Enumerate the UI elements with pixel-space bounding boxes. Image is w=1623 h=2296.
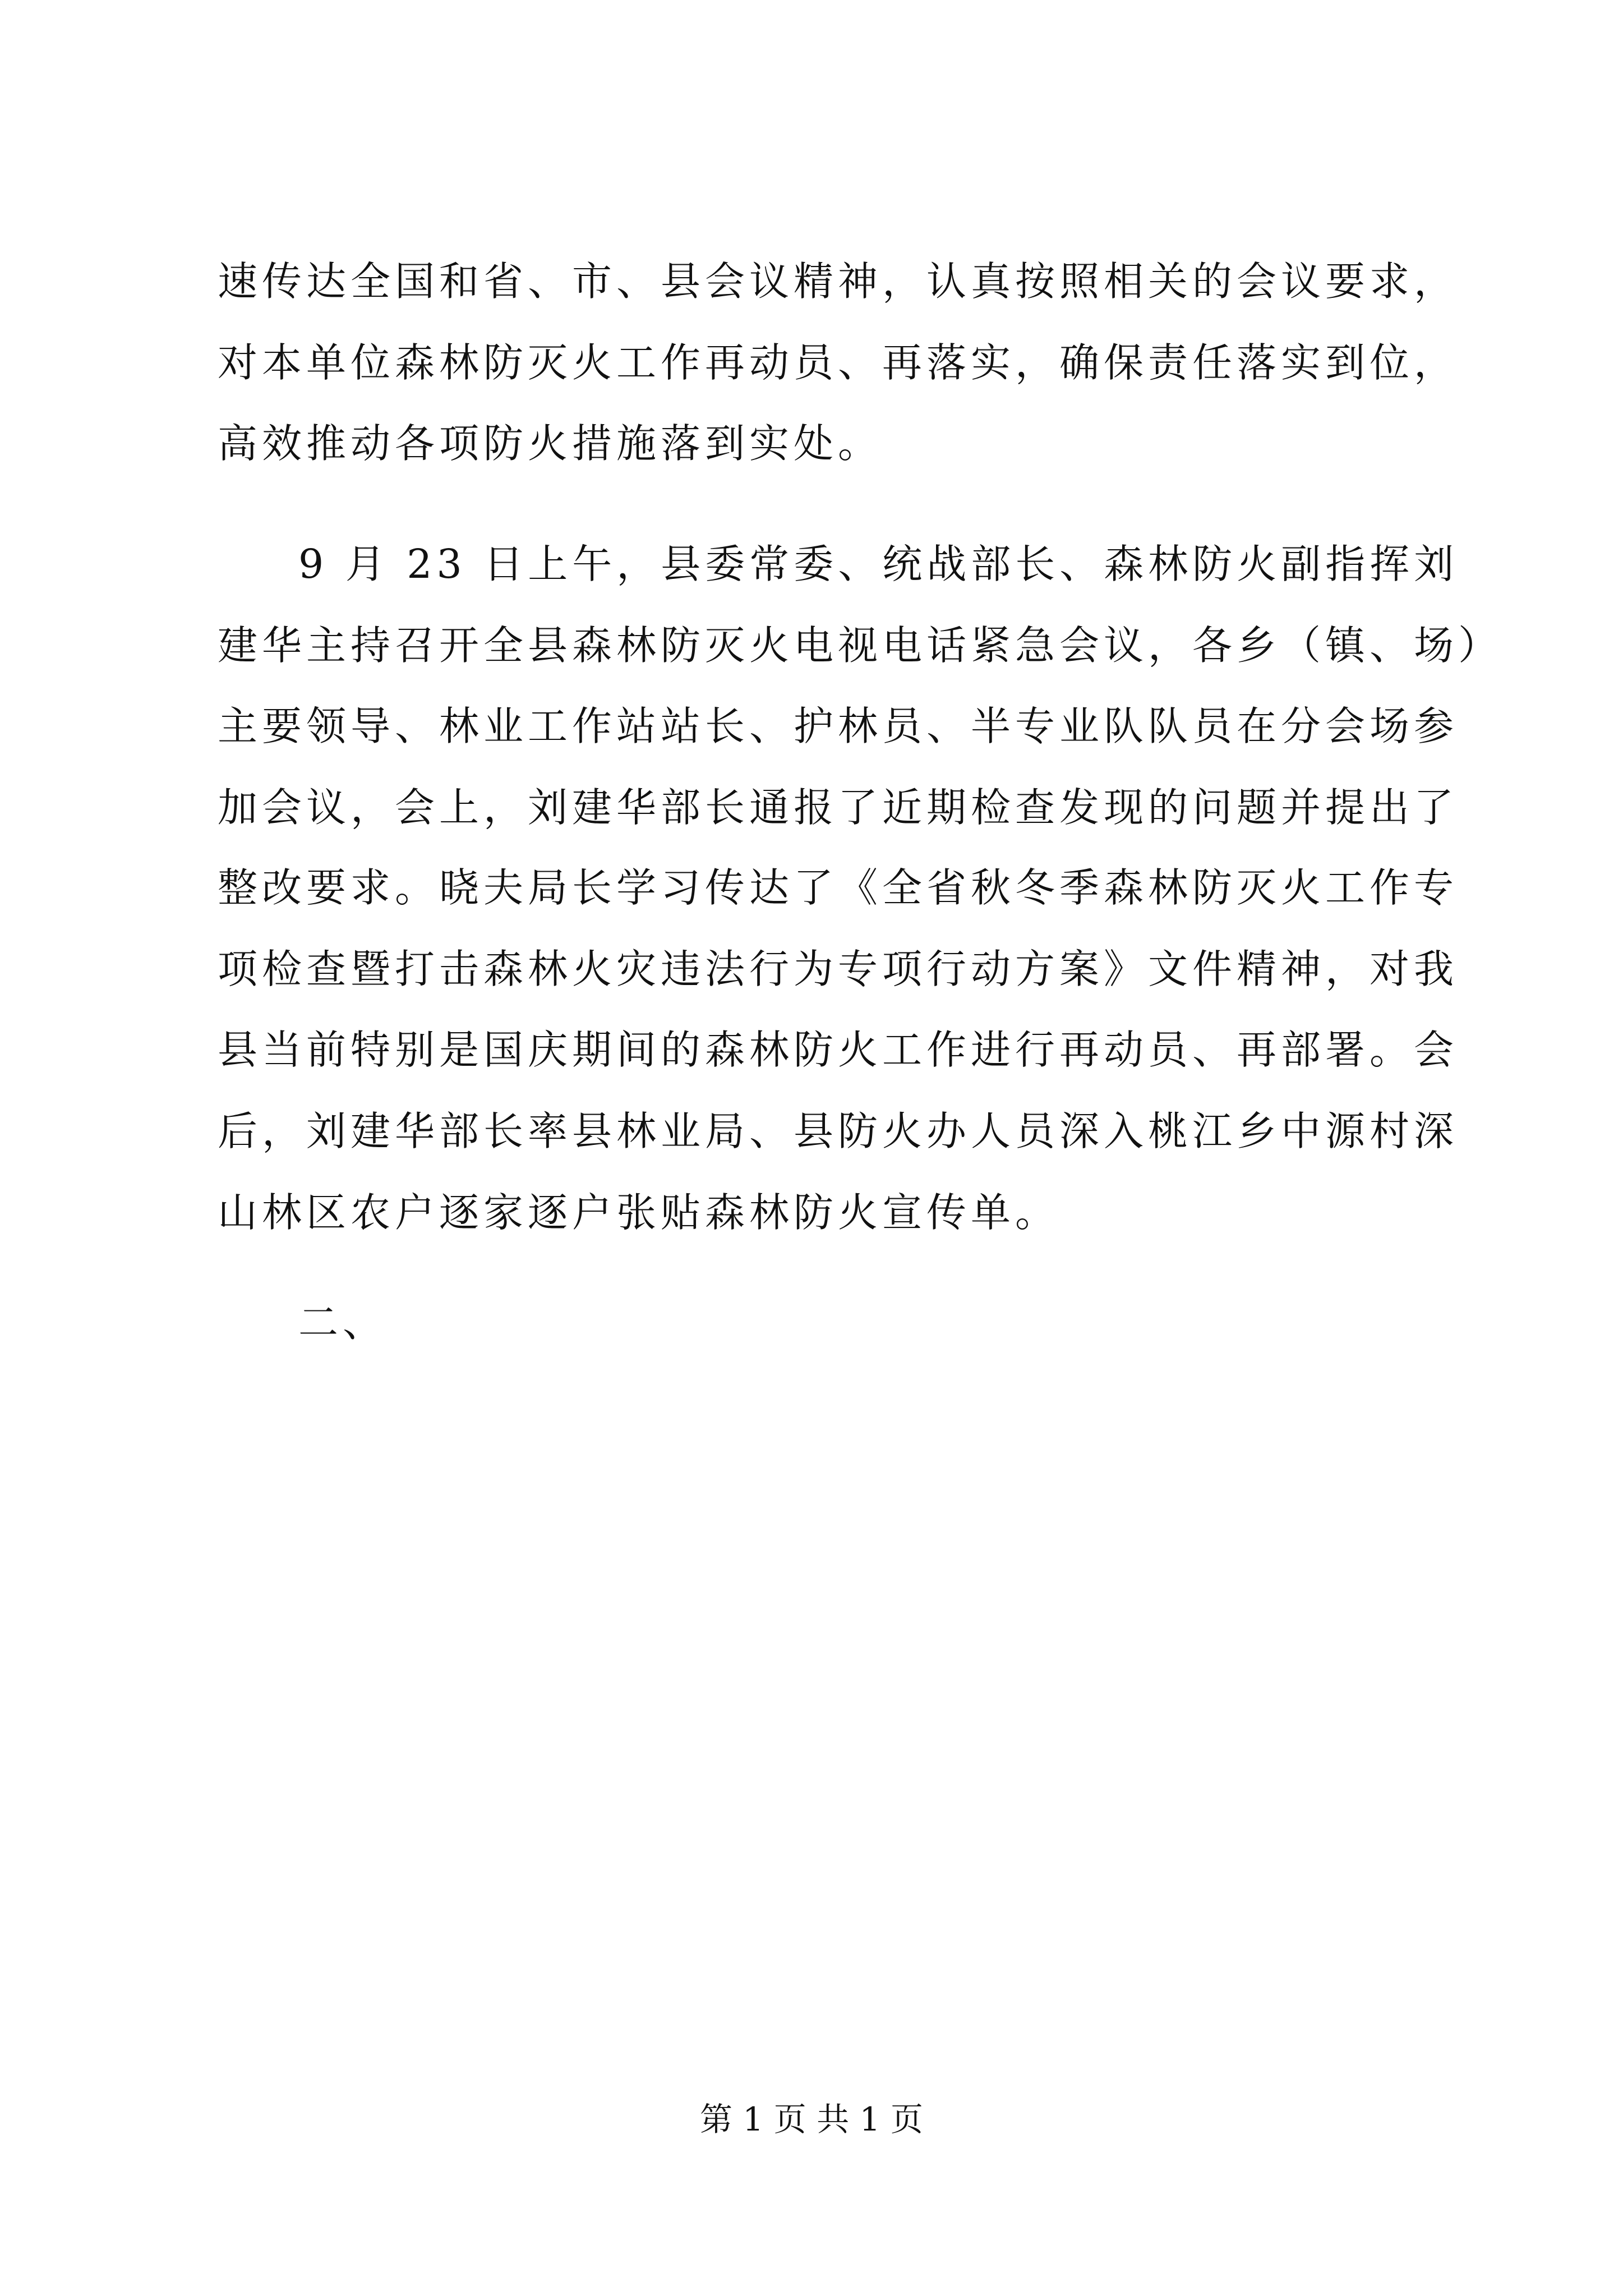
- body-text-line: 项检查暨打击森林火灾违法行为专项行动方案》文件精神，对我: [218, 946, 1459, 992]
- body-text-line: 整改要求。晓夫局长学习传达了《全省秋冬季森林防灭火工作专: [218, 864, 1459, 911]
- body-text-line: 高效推动各项防火措施落到实处。: [218, 420, 883, 467]
- body-text-line: 速传达全国和省、市、县会议精神，认真按照相关的会议要求，: [218, 258, 1459, 305]
- body-text-line: 后，刘建华部长率县林业局、县防火办人员深入桃江乡中源村深: [218, 1108, 1459, 1154]
- body-text-line: 对本单位森林防灭火工作再动员、再落实，确保责任落实到位，: [218, 339, 1459, 386]
- page-number-footer: 第 1 页 共 1 页: [700, 2100, 923, 2138]
- body-text-line: 山林区农户逐家逐户张贴森林防火宣传单。: [218, 1189, 1060, 1236]
- body-text-line: 9 月 23 日上午，县委常委、统战部长、森林防火副指挥刘: [298, 541, 1459, 587]
- body-text-line: 加会议，会上，刘建华部长通报了近期检查发现的问题并提出了: [218, 784, 1459, 831]
- body-text-line: 主要领导、林业工作站站长、护林员、半专业队队员在分会场参: [218, 703, 1459, 749]
- section-heading: 二、: [298, 1299, 388, 1346]
- body-text-line: 县当前特别是国庆期间的森林防火工作进行再动员、再部署。会: [218, 1027, 1459, 1073]
- body-text-line: 建华主持召开全县森林防灭火电视电话紧急会议，各乡（镇、场）: [218, 622, 1503, 669]
